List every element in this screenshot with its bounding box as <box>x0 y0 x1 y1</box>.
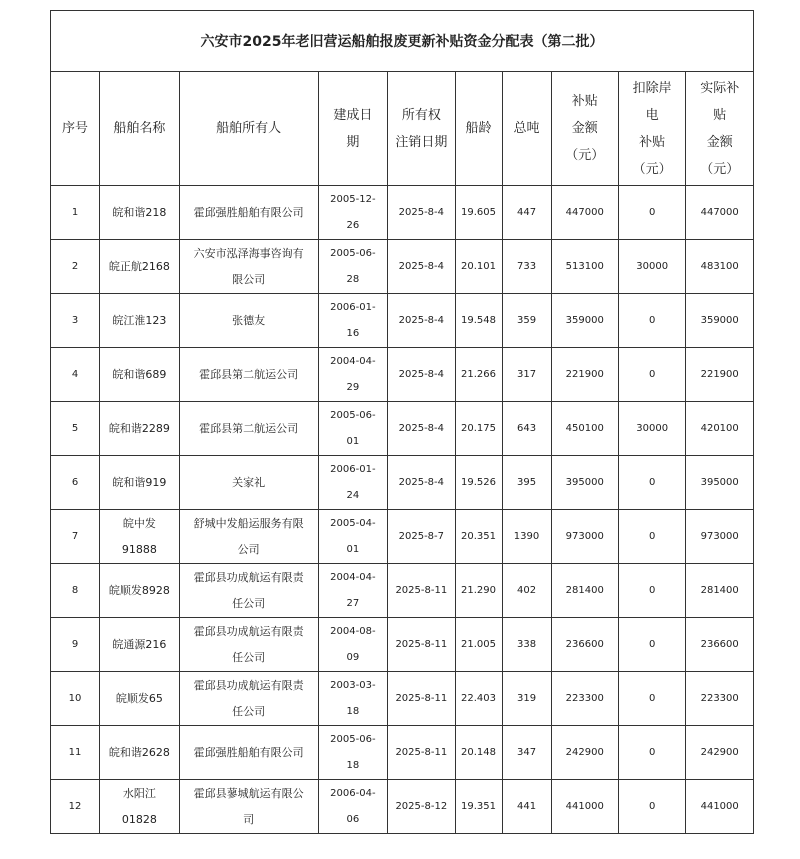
table-row <box>51 726 754 780</box>
cell-built-date <box>318 510 387 564</box>
header-tonnage: 总吨 <box>502 72 551 186</box>
cell-ship-name-line: 皖江淮123 <box>112 313 167 327</box>
cell-deduct: 0 <box>618 726 685 780</box>
cell-built-date-line: 28 <box>346 273 360 285</box>
header-cancel-line: 注销日期 <box>395 134 448 150</box>
cell-built-date-line: 2006-01- <box>330 463 376 475</box>
cell-built-date-line: 16 <box>346 327 360 339</box>
cell-subsidy: 281400 <box>551 564 618 618</box>
cell-ship-name-line: 皖中发 <box>122 516 156 530</box>
cell-owner-line: 任公司 <box>232 704 266 718</box>
cell-built-date <box>318 348 387 402</box>
cell-cancel-date: 2025-8-11 <box>388 618 455 672</box>
cell-tonnage: 447 <box>502 186 551 240</box>
cell-built-date <box>318 402 387 456</box>
cell-ship-name <box>100 618 180 672</box>
header-deduct-line: 电 <box>645 107 659 123</box>
title-row <box>51 11 754 72</box>
header-subsidy <box>551 72 618 186</box>
cell-actual: 420100 <box>686 402 754 456</box>
cell-tonnage: 733 <box>502 240 551 294</box>
cell-subsidy: 447000 <box>551 186 618 240</box>
table-row <box>51 186 754 240</box>
cell-ship-name-line: 皖正航2168 <box>108 259 170 273</box>
cell-owner-line: 霍邱强胜船舶有限公司 <box>193 745 304 759</box>
cell-built-date-line: 2005-04- <box>330 517 376 529</box>
header-row <box>51 72 754 186</box>
cell-actual: 395000 <box>686 456 754 510</box>
cell-subsidy: 450100 <box>551 402 618 456</box>
cell-built-date-line: 18 <box>346 705 360 717</box>
cell-built-date <box>318 672 387 726</box>
cell-subsidy: 236600 <box>551 618 618 672</box>
cell-owner <box>179 726 318 780</box>
cell-ship-age: 21.290 <box>455 564 502 618</box>
cell-cancel-date: 2025-8-4 <box>388 348 455 402</box>
cell-built-date-line: 29 <box>346 381 360 393</box>
cell-ship-name <box>100 294 180 348</box>
cell-owner-line: 霍邱强胜船舶有限公司 <box>193 205 304 219</box>
cell-ship-name-line: 91888 <box>121 542 157 556</box>
cell-ship-age: 22.403 <box>455 672 502 726</box>
cell-ship-name-line: 01828 <box>121 812 157 826</box>
cell-tonnage: 441 <box>502 780 551 834</box>
cell-ship-age: 20.101 <box>455 240 502 294</box>
header-ship-name: 船舶名称 <box>100 72 180 186</box>
cell-ship-age: 20.175 <box>455 402 502 456</box>
header-subsidy-line: （元） <box>565 148 605 163</box>
cell-built-date <box>318 618 387 672</box>
cell-owner <box>179 618 318 672</box>
header-deduct <box>618 72 685 186</box>
cell-owner-line: 霍邱县蓼城航运有限公 <box>193 786 304 800</box>
cell-deduct: 0 <box>618 672 685 726</box>
cell-owner <box>179 294 318 348</box>
table-row <box>51 564 754 618</box>
cell-owner-line: 关家礼 <box>232 475 266 489</box>
cell-built-date-line: 2006-04- <box>330 787 376 799</box>
cell-actual: 441000 <box>686 780 754 834</box>
cell-cancel-date: 2025-8-4 <box>388 240 455 294</box>
cell-ship-name-line: 皖和谐2628 <box>108 745 170 759</box>
cell-built-date <box>318 564 387 618</box>
cell-owner <box>179 510 318 564</box>
cell-cancel-date: 2025-8-4 <box>388 186 455 240</box>
cell-built-date-line: 2004-04- <box>330 355 376 367</box>
header-built-line: 建成日 <box>333 107 373 123</box>
cell-built-date-line: 01 <box>346 543 360 555</box>
header-actual-line: （元） <box>700 161 740 177</box>
cell-ship-name <box>100 780 180 834</box>
cell-actual: 281400 <box>686 564 754 618</box>
header-ship-age: 船龄 <box>455 72 502 186</box>
cell-deduct: 0 <box>618 618 685 672</box>
cell-deduct: 0 <box>618 780 685 834</box>
cell-subsidy: 242900 <box>551 726 618 780</box>
cell-tonnage: 319 <box>502 672 551 726</box>
cell-built-date-line: 09 <box>346 651 360 663</box>
cell-subsidy: 973000 <box>551 510 618 564</box>
cell-built-date <box>318 294 387 348</box>
table-row <box>51 456 754 510</box>
cell-ship-name <box>100 240 180 294</box>
cell-built-date <box>318 456 387 510</box>
cell-ship-age: 20.148 <box>455 726 502 780</box>
cell-owner-line: 霍邱县功成航运有限责 <box>193 570 304 584</box>
cell-ship-name-line: 皖和谐919 <box>112 475 167 489</box>
cell-owner <box>179 780 318 834</box>
cell-actual: 236600 <box>686 618 754 672</box>
header-cancel-date <box>388 72 455 186</box>
cell-built-date-line: 2005-06- <box>330 733 376 745</box>
cell-ship-name-line: 皖顺发65 <box>115 691 163 705</box>
cell-cancel-date: 2025-8-11 <box>388 726 455 780</box>
table-row <box>51 510 754 564</box>
cell-ship-age: 19.526 <box>455 456 502 510</box>
cell-built-date-line: 2004-08- <box>330 625 376 637</box>
cell-actual: 483100 <box>686 240 754 294</box>
cell-owner <box>179 564 318 618</box>
cell-built-date-line: 27 <box>346 597 360 609</box>
cell-cancel-date: 2025-8-11 <box>388 672 455 726</box>
cell-owner-line: 舒城中发船运服务有限 <box>193 516 304 530</box>
cell-deduct: 0 <box>618 294 685 348</box>
cell-owner-line: 任公司 <box>232 650 266 664</box>
cell-built-date-line: 18 <box>346 759 360 771</box>
cell-actual: 242900 <box>686 726 754 780</box>
cell-ship-age: 19.351 <box>455 780 502 834</box>
cell-cancel-date: 2025-8-4 <box>388 456 455 510</box>
cell-ship-name-line: 皖和谐218 <box>112 205 167 219</box>
cell-index: 11 <box>51 726 100 780</box>
cell-cancel-date: 2025-8-7 <box>388 510 455 564</box>
cell-owner-line: 霍邱县第二航运公司 <box>199 421 299 435</box>
cell-ship-name <box>100 672 180 726</box>
subsidy-table <box>50 10 754 834</box>
cell-actual: 223300 <box>686 672 754 726</box>
cell-built-date-line: 06 <box>346 813 360 825</box>
cell-index: 10 <box>51 672 100 726</box>
cell-tonnage: 643 <box>502 402 551 456</box>
header-cancel-line: 所有权 <box>401 107 441 123</box>
cell-ship-name <box>100 186 180 240</box>
cell-subsidy: 223300 <box>551 672 618 726</box>
cell-deduct: 0 <box>618 510 685 564</box>
cell-tonnage: 1390 <box>502 510 551 564</box>
cell-actual: 359000 <box>686 294 754 348</box>
cell-built-date-line: 24 <box>346 489 360 501</box>
cell-index: 12 <box>51 780 100 834</box>
cell-ship-age: 20.351 <box>455 510 502 564</box>
cell-owner <box>179 402 318 456</box>
cell-cancel-date: 2025-8-4 <box>388 294 455 348</box>
cell-owner-line: 霍邱县功成航运有限责 <box>193 678 304 692</box>
cell-subsidy: 359000 <box>551 294 618 348</box>
cell-index: 2 <box>51 240 100 294</box>
cell-built-date-line: 2005-12- <box>330 193 376 205</box>
table-row <box>51 618 754 672</box>
cell-built-date-line: 2004-04- <box>330 571 376 583</box>
cell-index: 4 <box>51 348 100 402</box>
cell-index: 1 <box>51 186 100 240</box>
cell-owner-line: 限公司 <box>232 272 266 286</box>
cell-deduct: 0 <box>618 564 685 618</box>
cell-tonnage: 359 <box>502 294 551 348</box>
header-actual <box>686 72 754 186</box>
cell-deduct: 30000 <box>618 402 685 456</box>
table-row <box>51 348 754 402</box>
cell-subsidy: 395000 <box>551 456 618 510</box>
header-owner: 船舶所有人 <box>179 72 318 186</box>
cell-actual: 447000 <box>686 186 754 240</box>
cell-ship-name-line: 皖顺发8928 <box>108 583 170 597</box>
cell-owner <box>179 672 318 726</box>
cell-owner-line: 任公司 <box>232 596 266 610</box>
cell-tonnage: 347 <box>502 726 551 780</box>
header-actual-line: 贴 <box>713 107 727 123</box>
cell-ship-age: 19.605 <box>455 186 502 240</box>
header-deduct-line: （元） <box>632 161 672 177</box>
header-idx: 序号 <box>51 72 100 186</box>
cell-cancel-date: 2025-8-12 <box>388 780 455 834</box>
cell-built-date-line: 01 <box>346 435 360 447</box>
cell-built-date <box>318 240 387 294</box>
cell-owner-line: 张德友 <box>232 313 266 327</box>
cell-ship-name <box>100 402 180 456</box>
cell-subsidy: 513100 <box>551 240 618 294</box>
cell-ship-name <box>100 564 180 618</box>
cell-owner <box>179 186 318 240</box>
cell-index: 6 <box>51 456 100 510</box>
cell-ship-name-line: 皖通源216 <box>112 637 167 651</box>
cell-tonnage: 395 <box>502 456 551 510</box>
cell-ship-name <box>100 726 180 780</box>
cell-built-date <box>318 186 387 240</box>
table-row <box>51 672 754 726</box>
cell-owner <box>179 456 318 510</box>
cell-ship-age: 21.266 <box>455 348 502 402</box>
cell-owner <box>179 240 318 294</box>
header-built-date <box>318 72 387 186</box>
cell-actual: 221900 <box>686 348 754 402</box>
header-actual-line: 金额 <box>706 134 733 150</box>
table-row <box>51 240 754 294</box>
header-subsidy-line: 补贴 <box>571 94 598 109</box>
cell-cancel-date: 2025-8-11 <box>388 564 455 618</box>
cell-tonnage: 402 <box>502 564 551 618</box>
cell-index: 8 <box>51 564 100 618</box>
cell-index: 5 <box>51 402 100 456</box>
cell-built-date <box>318 726 387 780</box>
header-built-line: 期 <box>346 134 360 150</box>
header-subsidy-line: 金额 <box>571 121 598 136</box>
cell-cancel-date: 2025-8-4 <box>388 402 455 456</box>
cell-tonnage: 317 <box>502 348 551 402</box>
cell-built-date-line: 2005-06- <box>330 247 376 259</box>
cell-ship-name <box>100 510 180 564</box>
cell-deduct: 0 <box>618 456 685 510</box>
cell-ship-name <box>100 456 180 510</box>
cell-subsidy: 221900 <box>551 348 618 402</box>
cell-tonnage: 338 <box>502 618 551 672</box>
cell-built-date-line: 2003-03- <box>330 679 376 691</box>
cell-owner <box>179 348 318 402</box>
cell-ship-age: 21.005 <box>455 618 502 672</box>
cell-ship-name-line: 皖和谐689 <box>112 367 167 381</box>
cell-owner-line: 霍邱县功成航运有限责 <box>193 624 304 638</box>
cell-ship-name-line: 皖和谐2289 <box>108 421 170 435</box>
cell-owner-line: 司 <box>243 812 255 826</box>
table-row <box>51 780 754 834</box>
header-deduct-line: 补贴 <box>639 134 666 150</box>
table-row <box>51 402 754 456</box>
table-row <box>51 294 754 348</box>
cell-index: 7 <box>51 510 100 564</box>
cell-ship-name-line: 水阳江 <box>122 786 156 800</box>
cell-ship-age: 19.548 <box>455 294 502 348</box>
cell-deduct: 0 <box>618 348 685 402</box>
cell-index: 9 <box>51 618 100 672</box>
cell-deduct: 0 <box>618 186 685 240</box>
cell-deduct: 30000 <box>618 240 685 294</box>
header-actual-line: 实际补 <box>700 80 740 96</box>
header-deduct-line: 扣除岸 <box>632 80 672 96</box>
cell-owner-line: 六安市泓泽海事咨询有 <box>193 246 304 260</box>
cell-ship-name <box>100 348 180 402</box>
cell-built-date-line: 2006-01- <box>330 301 376 313</box>
cell-index: 3 <box>51 294 100 348</box>
cell-built-date-line: 2005-06- <box>330 409 376 421</box>
cell-owner-line: 霍邱县第二航运公司 <box>199 367 299 381</box>
cell-subsidy: 441000 <box>551 780 618 834</box>
cell-built-date-line: 26 <box>346 219 360 231</box>
cell-actual: 973000 <box>686 510 754 564</box>
cell-built-date <box>318 780 387 834</box>
table-title: 六安市2025年老旧营运船舶报废更新补贴资金分配表（第二批） <box>51 11 754 72</box>
cell-owner-line: 公司 <box>237 542 260 556</box>
